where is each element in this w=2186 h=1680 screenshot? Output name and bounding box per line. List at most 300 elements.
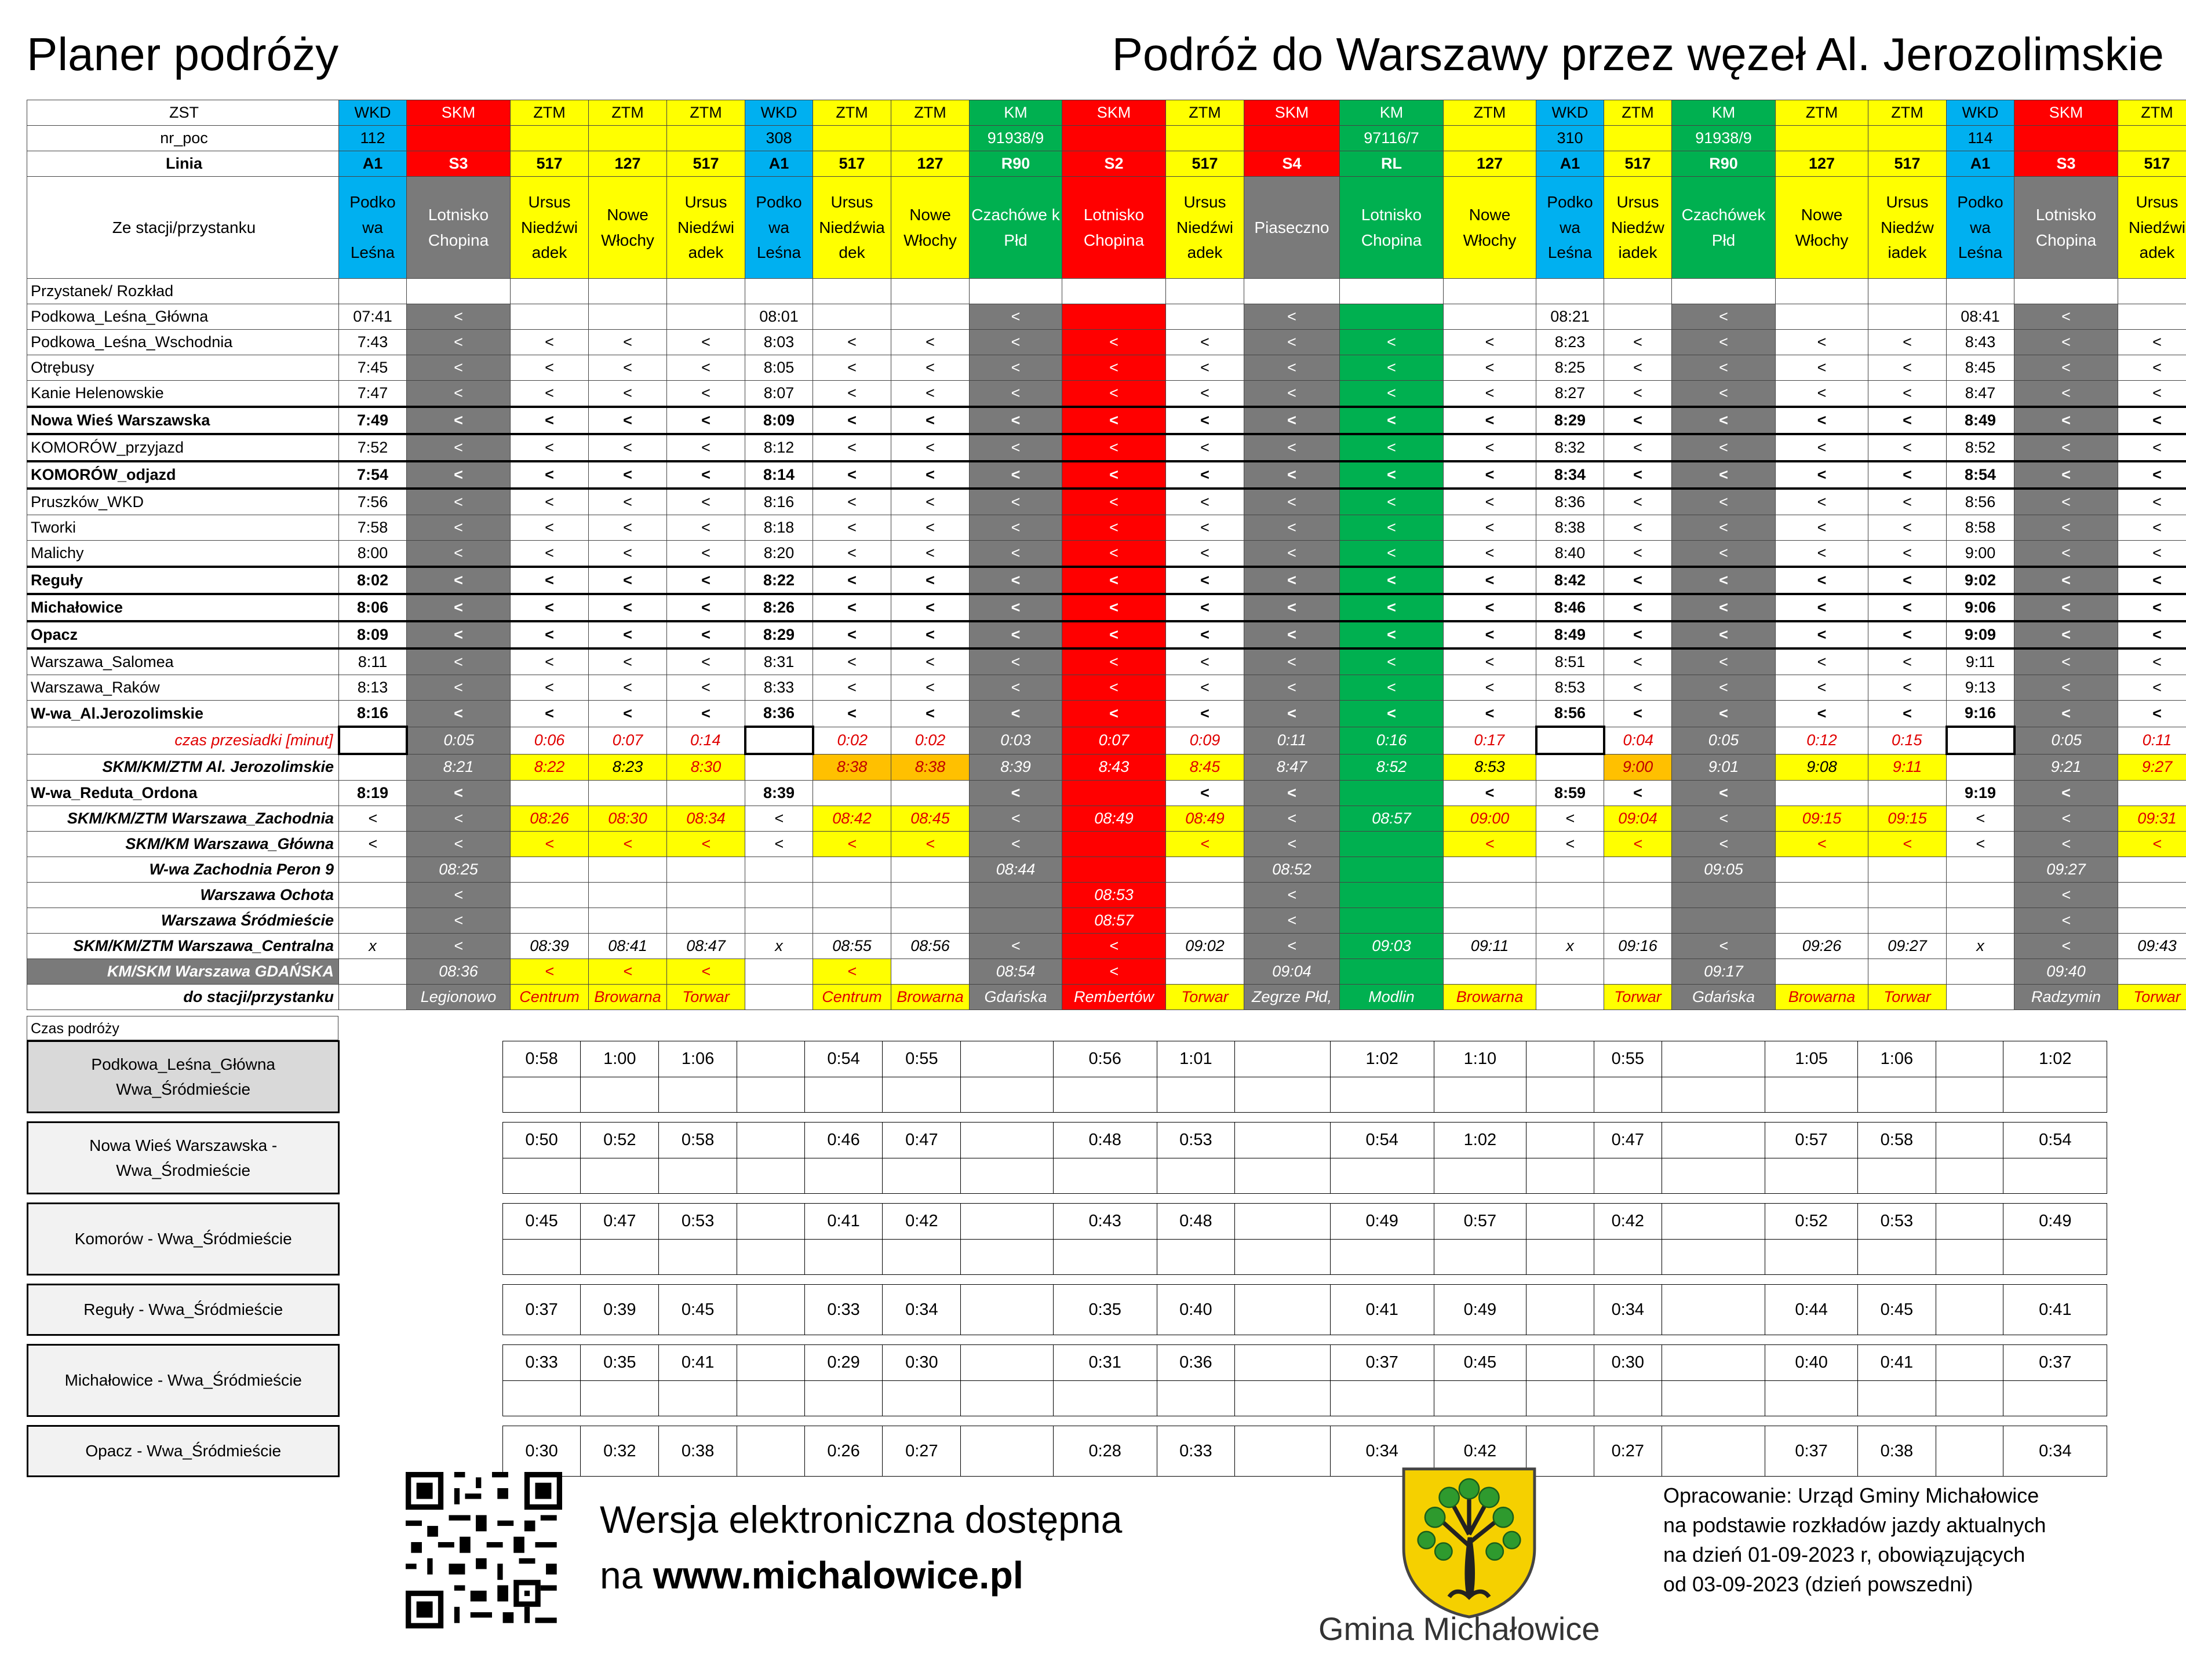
timetable-cell: < xyxy=(407,675,511,701)
timetable-cell xyxy=(511,781,589,806)
timetable-cell: < xyxy=(1672,594,1776,621)
travel-empty-cell xyxy=(1936,1158,2003,1194)
travel-empty-cell xyxy=(1053,1077,1157,1113)
travel-empty-cell xyxy=(1594,1077,1662,1113)
timetable-cell: < xyxy=(1244,381,1340,407)
timetable-cell xyxy=(813,781,891,806)
timetable-cell xyxy=(1947,727,2014,754)
timetable-cell xyxy=(1062,781,1166,806)
station-label: W-wa_Reduta_Ordona xyxy=(27,781,339,806)
timetable-cell: < xyxy=(1244,541,1340,567)
timetable-cell: < xyxy=(407,908,511,934)
travel-separator xyxy=(28,1113,2185,1123)
timetable-cell xyxy=(1868,781,1947,806)
travel-time-cell: 0:48 xyxy=(1157,1204,1235,1240)
separator-cell xyxy=(28,1275,2107,1285)
timetable-cell xyxy=(1536,883,1604,908)
timetable-cell: < xyxy=(1776,594,1868,621)
timetable-cell: < xyxy=(667,407,745,434)
timetable-cell: < xyxy=(1062,515,1166,541)
timetable-cell: < xyxy=(1340,648,1444,675)
timetable-cell xyxy=(1604,304,1672,330)
timetable-cell: < xyxy=(1166,621,1244,648)
travel-time-cell: 0:58 xyxy=(1857,1123,1936,1158)
travel-empty-cell xyxy=(502,1077,581,1113)
timetable-cell xyxy=(745,908,813,934)
station-label: SKM/KM/ZTM Al. Jerozolimskie xyxy=(27,754,339,781)
timetable-cell: < xyxy=(1776,461,1868,489)
timetable-cell: Browarna xyxy=(589,985,667,1010)
timetable-cell: SKM xyxy=(1062,100,1166,126)
travel-time-cell xyxy=(1235,1345,1331,1381)
travel-time-cell xyxy=(1936,1345,2003,1381)
qr-code-icon xyxy=(406,1472,562,1628)
timetable-cell: < xyxy=(891,541,970,567)
timetable-cell xyxy=(1776,304,1868,330)
travel-row-filler xyxy=(28,1239,2185,1275)
timetable-cell: < xyxy=(1444,832,1536,857)
spacer xyxy=(339,1345,399,1381)
timetable-cell: < xyxy=(970,515,1062,541)
timetable-cell: < xyxy=(1166,381,1244,407)
timetable-cell: < xyxy=(589,621,667,648)
timetable-row xyxy=(27,727,2186,754)
timetable-cell: < xyxy=(1062,959,1166,985)
timetable-cell: < xyxy=(511,959,589,985)
timetable-cell: 08:49 xyxy=(1166,806,1244,832)
travel-empty-cell xyxy=(659,1158,737,1194)
timetable-cell: < xyxy=(1244,330,1340,355)
timetable-cell xyxy=(1444,883,1536,908)
timetable-cell: < xyxy=(1340,515,1444,541)
travel-time-cell: 0:41 xyxy=(1330,1285,1434,1335)
timetable-cell: SKM xyxy=(1244,100,1340,126)
gmina-name: Gmina Michałowice xyxy=(1318,1610,1600,1647)
timetable-cell xyxy=(667,883,745,908)
timetable-cell: 09:02 xyxy=(1166,934,1244,959)
timetable-cell: < xyxy=(667,701,745,727)
timetable-cell: ZTM xyxy=(1444,100,1536,126)
timetable-cell xyxy=(511,304,589,330)
travel-empty-cell xyxy=(1765,1239,1858,1275)
timetable-cell: < xyxy=(2118,832,2186,857)
travel-time-cell: 0:37 xyxy=(1330,1345,1434,1381)
timetable-cell xyxy=(745,985,813,1010)
timetable-cell xyxy=(1868,959,1947,985)
timetable-cell: 9:19 xyxy=(1947,781,2014,806)
travel-empty-cell xyxy=(1235,1239,1331,1275)
travel-time-cell: 0:31 xyxy=(1053,1345,1157,1381)
timetable-row xyxy=(27,461,2186,489)
timetable-cell: Torwar xyxy=(1166,985,1244,1010)
timetable-cell: 8:05 xyxy=(745,355,813,381)
timetable-cell xyxy=(667,304,745,330)
timetable-cell: < xyxy=(2014,648,2118,675)
timetable-cell: < xyxy=(813,407,891,434)
travel-empty-cell xyxy=(1857,1380,1936,1416)
timetable-cell: 8:49 xyxy=(1947,407,2014,434)
timetable-cell: < xyxy=(589,515,667,541)
timetable-cell xyxy=(1947,883,2014,908)
station-label: Przystanek/ Rozkład xyxy=(27,279,339,304)
timetable-cell: A1 xyxy=(745,151,813,177)
timetable-cell: < xyxy=(1868,407,1947,434)
timetable-cell: < xyxy=(589,594,667,621)
timetable-cell: < xyxy=(1166,832,1244,857)
timetable-cell: < xyxy=(1604,701,1672,727)
travel-empty-cell xyxy=(659,1077,737,1113)
timetable-cell: WKD xyxy=(745,100,813,126)
timetable-cell: < xyxy=(1672,434,1776,461)
travel-separator xyxy=(28,1416,2185,1426)
timetable-cell: < xyxy=(1244,934,1340,959)
timetable-cell: < xyxy=(1444,675,1536,701)
timetable-cell: < xyxy=(1868,330,1947,355)
timetable-cell xyxy=(1444,126,1536,151)
travel-empty-cell xyxy=(737,1380,805,1416)
travel-time-cell xyxy=(1662,1041,1765,1077)
timetable-cell: 127 xyxy=(1776,151,1868,177)
timetable-cell: < xyxy=(1776,621,1868,648)
spacer xyxy=(339,1123,399,1158)
spacer xyxy=(339,1077,399,1113)
timetable-cell: < xyxy=(407,934,511,959)
travel-row-filler xyxy=(28,1380,2185,1416)
timetable-cell: < xyxy=(1340,407,1444,434)
timetable-cell: < xyxy=(891,675,970,701)
timetable-row xyxy=(27,883,2186,908)
station-label: KOMORÓW_odjazd xyxy=(27,461,339,489)
separator-cell xyxy=(28,1113,2107,1123)
timetable-cell xyxy=(813,304,891,330)
travel-time-cell: 0:41 xyxy=(804,1204,883,1240)
timetable-cell: < xyxy=(1244,407,1340,434)
timetable-cell: < xyxy=(667,515,745,541)
timetable-cell xyxy=(1776,959,1868,985)
timetable-cell: 8:34 xyxy=(1536,461,1604,489)
timetable-cell: < xyxy=(1776,330,1868,355)
timetable-row xyxy=(27,355,2186,381)
timetable-cell xyxy=(2118,908,2186,934)
timetable-cell: < xyxy=(1672,407,1776,434)
timetable-cell: 517 xyxy=(1166,151,1244,177)
timetable-row xyxy=(27,832,2186,857)
timetable-cell: < xyxy=(407,832,511,857)
station-label: Kanie Helenowskie xyxy=(27,381,339,407)
timetable-cell: < xyxy=(1340,541,1444,567)
timetable-cell: 8:43 xyxy=(1062,754,1166,781)
travel-time-cell xyxy=(737,1285,805,1335)
timetable-cell: < xyxy=(1672,701,1776,727)
timetable-cell: S3 xyxy=(407,151,511,177)
travel-time-cell: 0:33 xyxy=(502,1345,581,1381)
timetable-cell: < xyxy=(1062,461,1166,489)
timetable-cell: 517 xyxy=(667,151,745,177)
station-label: Podkowa_Leśna_Wschodnia xyxy=(27,330,339,355)
timetable-cell: < xyxy=(1244,701,1340,727)
timetable-cell: < xyxy=(407,648,511,675)
travel-time-cell xyxy=(1235,1123,1331,1158)
timetable-cell: < xyxy=(1868,541,1947,567)
timetable-cell: S2 xyxy=(1062,151,1166,177)
timetable-cell: < xyxy=(407,594,511,621)
timetable-cell: 0:16 xyxy=(1340,727,1444,754)
travel-time-cell: 0:47 xyxy=(1594,1123,1662,1158)
timetable-cell xyxy=(511,126,589,151)
travel-empty-cell xyxy=(502,1239,581,1275)
station-label: Michałowice xyxy=(27,594,339,621)
online-version-note xyxy=(600,1492,1122,1603)
timetable-cell: < xyxy=(1868,434,1947,461)
timetable-cell: < xyxy=(1868,701,1947,727)
timetable-cell: 09:40 xyxy=(2014,959,2118,985)
timetable-row xyxy=(27,304,2186,330)
travel-time-cell: 0:42 xyxy=(1594,1204,1662,1240)
timetable-cell xyxy=(813,279,891,304)
timetable-cell: 0:14 xyxy=(667,727,745,754)
travel-time-cell xyxy=(1235,1426,1331,1477)
timetable-cell: 0:07 xyxy=(589,727,667,754)
travel-time-cell: 0:40 xyxy=(1765,1345,1858,1381)
timetable-cell xyxy=(1672,908,1776,934)
page-title: Planer podróży xyxy=(27,28,339,80)
station-label: W-wa Zachodnia Peron 9 xyxy=(27,857,339,883)
travel-time-cell xyxy=(1526,1041,1594,1077)
timetable-cell: 7:54 xyxy=(339,461,407,489)
timetable-cell: < xyxy=(2014,675,2118,701)
travel-time-cell xyxy=(1526,1123,1594,1158)
station-label: do stacji/przystanku xyxy=(27,985,339,1010)
travel-time-cell xyxy=(961,1426,1054,1477)
travel-time-cell: 0:46 xyxy=(804,1123,883,1158)
timetable-cell: Ursus Niedźw iadek xyxy=(1868,177,1947,279)
travel-time-cell: 0:57 xyxy=(1434,1204,1526,1240)
timetable-cell: 8:56 xyxy=(1536,701,1604,727)
timetable-cell: < xyxy=(1868,621,1947,648)
timetable-cell: < xyxy=(2118,515,2186,541)
timetable-cell: < xyxy=(407,701,511,727)
timetable-cell: ZTM xyxy=(589,100,667,126)
travel-time-cell xyxy=(1662,1426,1765,1477)
timetable-cell: 8:09 xyxy=(339,621,407,648)
timetable-cell xyxy=(891,781,970,806)
timetable-cell: < xyxy=(970,381,1062,407)
timetable-cell: < xyxy=(1776,701,1868,727)
timetable-cell xyxy=(667,781,745,806)
timetable-cell: 8:54 xyxy=(1947,461,2014,489)
travel-empty-cell xyxy=(1936,1239,2003,1275)
timetable-cell xyxy=(589,126,667,151)
timetable-cell: 08:53 xyxy=(1062,883,1166,908)
travel-time-cell: 0:34 xyxy=(883,1285,961,1335)
timetable-cell xyxy=(589,883,667,908)
timetable-cell: 09:26 xyxy=(1776,934,1868,959)
timetable-cell xyxy=(1868,857,1947,883)
timetable-cell: < xyxy=(667,434,745,461)
timetable-cell: < xyxy=(1244,621,1340,648)
timetable-cell xyxy=(667,279,745,304)
timetable-cell: < xyxy=(970,806,1062,832)
timetable-cell: 8:32 xyxy=(1536,434,1604,461)
timetable-cell xyxy=(2118,959,2186,985)
timetable-cell: < xyxy=(891,461,970,489)
timetable-cell: < xyxy=(1672,461,1776,489)
timetable-cell: Browarna xyxy=(891,985,970,1010)
website-link[interactable]: www.michalowice.pl xyxy=(653,1553,1024,1597)
timetable-cell: < xyxy=(589,832,667,857)
timetable-cell: 9:00 xyxy=(1604,754,1672,781)
station-label: Ze stacji/przystanku xyxy=(27,177,339,279)
separator-cell xyxy=(28,1335,2107,1345)
timetable-row xyxy=(27,407,2186,434)
timetable-cell: < xyxy=(1604,461,1672,489)
timetable-cell: 8:59 xyxy=(1536,781,1604,806)
timetable-cell: < xyxy=(589,355,667,381)
timetable-cell: < xyxy=(2118,567,2186,594)
station-label: SKM/KM Warszawa_Główna xyxy=(27,832,339,857)
timetable-cell: < xyxy=(1868,675,1947,701)
timetable-cell xyxy=(1536,727,1604,754)
timetable-cell xyxy=(1340,832,1444,857)
timetable-cell xyxy=(745,754,813,781)
timetable-cell xyxy=(1062,304,1166,330)
timetable-cell: 08:47 xyxy=(667,934,745,959)
timetable-cell: < xyxy=(1166,701,1244,727)
timetable-cell: < xyxy=(1062,381,1166,407)
timetable-cell: < xyxy=(2014,908,2118,934)
timetable-cell xyxy=(1340,883,1444,908)
travel-empty-cell xyxy=(1765,1380,1858,1416)
timetable-cell xyxy=(589,908,667,934)
timetable-cell: 8:06 xyxy=(339,594,407,621)
travel-time-cell: 0:28 xyxy=(1053,1426,1157,1477)
timetable-cell xyxy=(1604,959,1672,985)
timetable-cell: < xyxy=(1166,648,1244,675)
timetable-cell xyxy=(1672,883,1776,908)
timetable-cell: Torwar xyxy=(667,985,745,1010)
timetable-cell xyxy=(1947,279,2014,304)
timetable-cell xyxy=(813,126,891,151)
travel-time-cell: 0:33 xyxy=(804,1285,883,1335)
travel-time-cell xyxy=(1526,1204,1594,1240)
timetable-cell: < xyxy=(589,489,667,515)
timetable-cell: ZTM xyxy=(1776,100,1868,126)
timetable-cell: 127 xyxy=(891,151,970,177)
timetable-cell: < xyxy=(1340,355,1444,381)
timetable-cell: < xyxy=(1444,515,1536,541)
timetable-cell: < xyxy=(1672,355,1776,381)
travel-time-cell: 0:54 xyxy=(804,1041,883,1077)
timetable-cell: Torwar xyxy=(1604,985,1672,1010)
timetable-cell xyxy=(891,304,970,330)
timetable-cell: < xyxy=(891,489,970,515)
timetable-cell: 8:11 xyxy=(339,648,407,675)
timetable-cell: < xyxy=(1340,489,1444,515)
travel-time-cell: 0:27 xyxy=(1594,1426,1662,1477)
timetable-cell: < xyxy=(1672,541,1776,567)
timetable-cell: 7:43 xyxy=(339,330,407,355)
travel-route-label: Opacz - Wwa_Śródmieście xyxy=(28,1426,339,1477)
timetable-cell: 7:47 xyxy=(339,381,407,407)
travel-time-cell: 1:10 xyxy=(1434,1041,1526,1077)
timetable-cell xyxy=(1062,857,1166,883)
timetable-cell: 08:44 xyxy=(970,857,1062,883)
timetable-cell: < xyxy=(511,355,589,381)
travel-time-cell: 0:45 xyxy=(502,1204,581,1240)
timetable-cell xyxy=(407,126,511,151)
timetable-cell xyxy=(1166,126,1244,151)
timetable-cell xyxy=(813,908,891,934)
spacer xyxy=(339,1380,399,1416)
timetable-cell: Ursus Niedźwi adek xyxy=(2118,177,2186,279)
travel-time-cell xyxy=(737,1204,805,1240)
timetable-cell: < xyxy=(511,621,589,648)
travel-time-cell: 0:38 xyxy=(1857,1426,1936,1477)
timetable-cell: 0:06 xyxy=(511,727,589,754)
timetable-cell: < xyxy=(1062,541,1166,567)
station-label: Malichy xyxy=(27,541,339,567)
travel-time-cell xyxy=(961,1123,1054,1158)
timetable-cell: < xyxy=(1776,648,1868,675)
page-subtitle: Podróż do Warszawy przez węzeł Al. Jerozolimskie xyxy=(1112,28,2164,80)
station-label: ZST xyxy=(27,100,339,126)
timetable-cell: Lotnisko Chopina xyxy=(407,177,511,279)
timetable-cell: < xyxy=(589,567,667,594)
timetable-cell: 8:02 xyxy=(339,567,407,594)
timetable-cell: < xyxy=(2118,648,2186,675)
spacer xyxy=(339,1041,399,1077)
travel-time-cell: 0:34 xyxy=(2003,1426,2107,1477)
timetable-cell: < xyxy=(1604,781,1672,806)
timetable-cell: Torwar xyxy=(1868,985,1947,1010)
timetable-cell: 09:04 xyxy=(1244,959,1340,985)
timetable-cell: < xyxy=(407,330,511,355)
travel-time-cell: 0:42 xyxy=(883,1204,961,1240)
timetable-cell: 8:36 xyxy=(1536,489,1604,515)
timetable-cell: 8:09 xyxy=(745,407,813,434)
timetable-cell: 7:52 xyxy=(339,434,407,461)
travel-time-cell: 0:39 xyxy=(581,1285,659,1335)
timetable-cell: 8:18 xyxy=(745,515,813,541)
station-label: W-wa_Al.Jerozolimskie xyxy=(27,701,339,727)
timetable-cell: < xyxy=(511,434,589,461)
travel-row xyxy=(28,1123,2185,1158)
timetable-row xyxy=(27,567,2186,594)
timetable-cell: < xyxy=(2014,434,2118,461)
timetable-cell: < xyxy=(1244,648,1340,675)
timetable-cell: < xyxy=(970,355,1062,381)
timetable-cell: 8:42 xyxy=(1536,567,1604,594)
travel-empty-cell xyxy=(1526,1239,1594,1275)
timetable-cell xyxy=(1166,857,1244,883)
timetable-cell: WKD xyxy=(339,100,407,126)
timetable-cell: ZTM xyxy=(813,100,891,126)
timetable-cell: 8:46 xyxy=(1536,594,1604,621)
timetable-cell xyxy=(1947,857,2014,883)
timetable-cell: < xyxy=(813,434,891,461)
timetable-cell xyxy=(970,908,1062,934)
separator-cell xyxy=(28,1194,2107,1204)
travel-empty-cell xyxy=(1594,1158,1662,1194)
timetable-cell: 08:21 xyxy=(1536,304,1604,330)
travel-time-cell xyxy=(1662,1345,1765,1381)
travel-time-cell: 0:55 xyxy=(883,1041,961,1077)
timetable-cell: < xyxy=(1947,806,2014,832)
timetable-cell: < xyxy=(1340,381,1444,407)
timetable-cell: 8:43 xyxy=(1947,330,2014,355)
timetable-cell: 07:41 xyxy=(339,304,407,330)
timetable-cell: Podko wa Leśna xyxy=(1947,177,2014,279)
